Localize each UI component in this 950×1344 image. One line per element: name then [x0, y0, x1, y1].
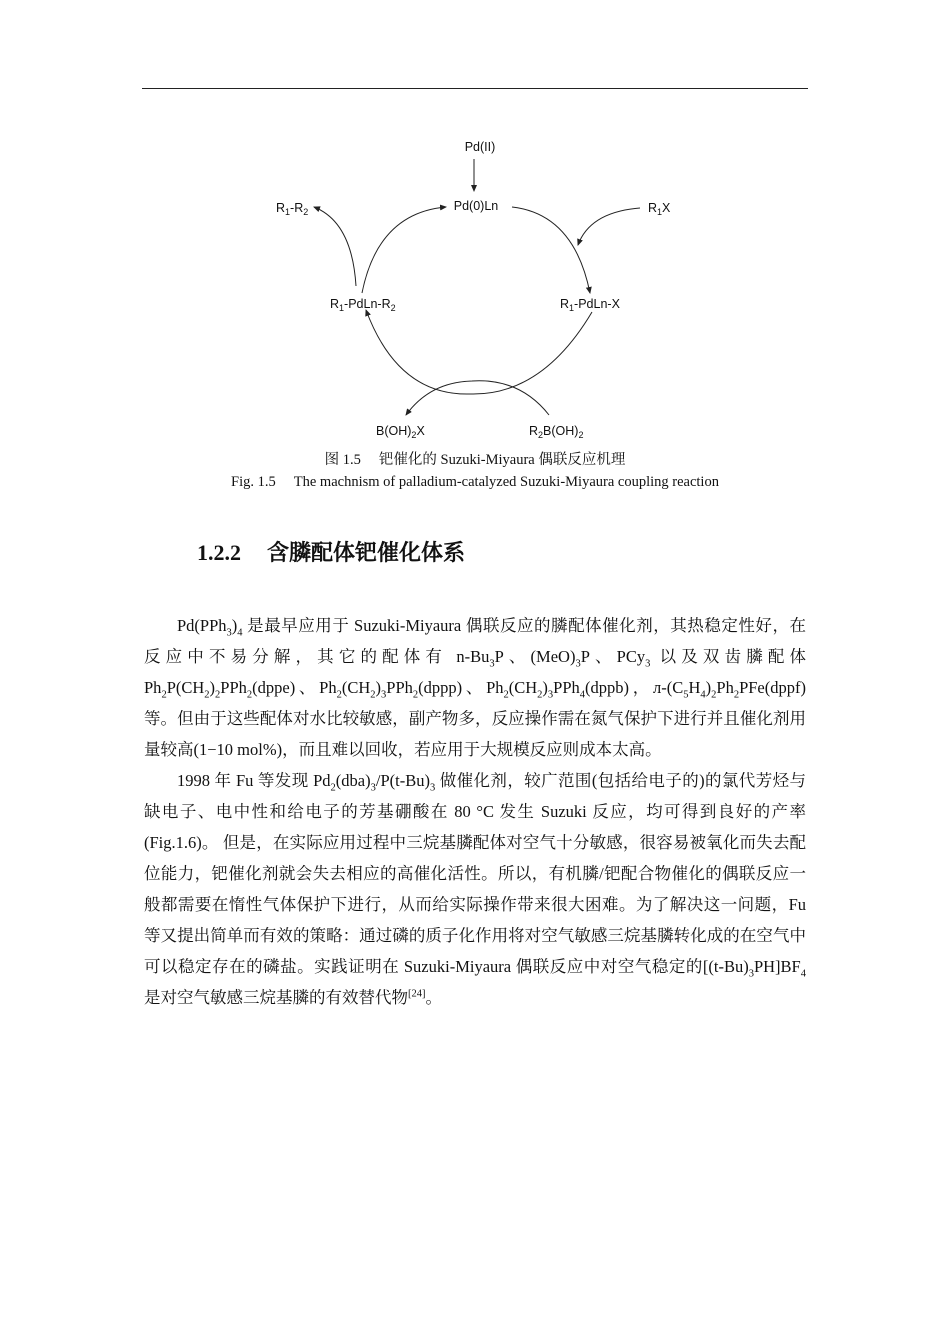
reagent-pd-ii: Pd(II) [464, 140, 496, 154]
figure-number-cn: 图 1.5 [324, 452, 361, 468]
figure-caption-en [0, 474, 950, 491]
product-r1-r2: $R_1-R_2$ [276, 201, 309, 217]
paragraph-1: $Pd(PPh_3)_4$ 是最早应用于 Suzuki-Miyaura 偶联反应的膦配体催化剂，其热稳定性好，在反应中不易分解，其它的配体有 $n-Bu_3P$、$(MeO)_3P$、PCy$_3$ 以及双齿膦配体 $Ph_2P(CH_2)_2PPh_2(dppe)$、$Ph_2(CH_2)_3PPh_2(dppp)$、$Ph_2(CH_2)_3PPh_4(dppb)$，$л-(C_5H_4)_2Ph_2PFe(dppf)$等。但由于这些配体对水比较敏感，副产物多，反应操作需在氮气保护下进行并且催化剂用量较高(1−10 mol%)，而且难以回收，若应用于大规模反应则成本太高。 [144, 616, 807, 759]
intermediate-left: $R_1-PdLn-R_2$ [330, 297, 396, 313]
reagent-r1x: $R_1X$ [648, 201, 671, 217]
catalyst-pd0: Pd(0)Ln [453, 199, 499, 213]
intermediate-right: $R_1-PdLn-X$ [560, 297, 620, 313]
citation-24[interactable]: [24] [408, 988, 426, 1000]
figure-number-en: Fig. 1.5 [231, 474, 276, 490]
body-text [144, 610, 806, 1013]
arrow-product-exit [314, 207, 356, 286]
byproduct-boron: $B(OH)_2X$ [376, 424, 425, 440]
paragraph-2: 1998 年 Fu 等发现 $Pd_2(dba)_3/P(t-Bu)_3$ 做催化剂，较广范围(包括给电子的)的氯代芳烃与缺电子、电中性和给电子的芳基硼酸在 80 °C 发生 Suzuki 反应，均可得到良好的产率(Fig.1.6)。 但是，在实际应用过程中三烷基膦配体对空气十分敏感，很容易被氧化而失去配位能力，钯催化剂就会失去相应的高催化活性。所以，有机膦/钯配合物催化的偶联反应一般都需要在惰性气体保护下进行，从而给实际操作带来很大困难。为了解决这一问题，Fu 等又提出简单而有效的策略：通过磷的质子化作用将对空气敏感三烷基膦转化成的在空气中可以稳定存在的磷盐。实践证明在 Suzuki-Miyaura 偶联反应中对空气稳定的$[(t-Bu)_3PH]BF_4$ 是对空气敏感三烷基膦的有效替代物[24]。 [144, 771, 806, 1007]
arrow-transmetalation [366, 310, 592, 394]
arrow-reductive-elimination-cycle [362, 207, 446, 293]
reagent-boronic-acid: $R_2B(OH)_2$ [529, 424, 584, 440]
section-heading [197, 536, 465, 567]
figure-caption-cn [0, 448, 950, 469]
figure-caption-cn-text: 钯催化的 Suzuki-Miyaura 偶联反应机理 [378, 452, 626, 468]
arrow-oxidative-addition [512, 207, 590, 293]
catalytic-cycle-diagram [0, 0, 950, 440]
figure-caption-en-text: The machnism of palladium-catalyzed Suzuki-Miyaura coupling reaction [293, 474, 719, 490]
section-title: 含膦配体钯催化体系 [267, 540, 466, 565]
section-number: 1.2.2 [197, 540, 241, 565]
arrow-r1x-entry [578, 208, 640, 245]
